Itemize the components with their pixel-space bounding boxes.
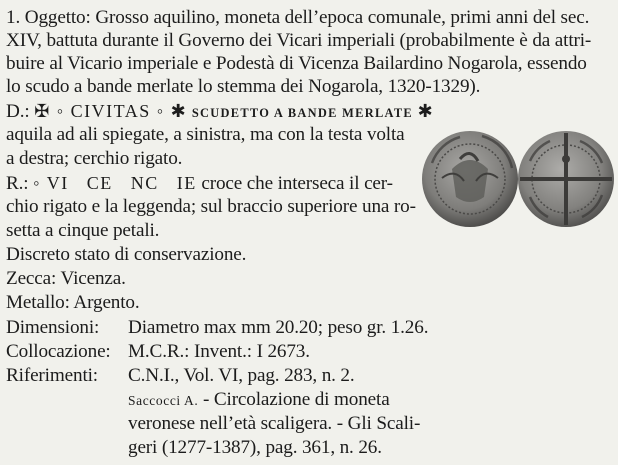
- obverse-coin-image: [422, 131, 518, 227]
- reverse-legend: ◦ VI CE NC IE: [33, 173, 197, 193]
- reverse-label: R.:: [6, 173, 29, 194]
- detail-label: Riferimenti:: [6, 365, 98, 386]
- reverse-text: croce che interseca il cer-: [196, 173, 393, 194]
- intro-line-4: lo scudo a bande merlate lo stemma dei Nogarola, 1320-1329).: [6, 76, 481, 97]
- condition-line: Discreto stato di conservazione.: [6, 244, 247, 265]
- obverse-line-2: a destra; cerchio rigato.: [6, 148, 183, 169]
- reference-2-line-3: geri (1277-1387), pag. 361, n. 26.: [128, 437, 382, 458]
- coin-photograph: [420, 123, 616, 235]
- detail-row-location: [6, 341, 310, 363]
- obverse-label: D.:: [6, 101, 30, 122]
- detail-label: Collocazione:: [6, 341, 111, 362]
- reverse-heading: [6, 172, 393, 195]
- detail-row-dimensions: [6, 317, 428, 339]
- intro-line-2: XIV, battuta durante il Governo dei Vicari imperiali (probabilmente è da attri-: [6, 30, 592, 51]
- reverse-coin-image: [518, 131, 614, 227]
- intro-line-1: 1. Oggetto: Grosso aquilino, moneta dell’epoca comunale, primi anni del sec.: [6, 7, 590, 28]
- detail-row-references: [6, 365, 355, 387]
- obverse-heading: [6, 100, 434, 124]
- reference-2-line-1: [128, 389, 390, 412]
- reference-2-line-2: veronese nell’età scaligera. - Gli Scali-: [128, 413, 421, 434]
- detail-value: M.C.R.: Invent.: I 2673.: [128, 341, 310, 362]
- obverse-legend: ✠ ◦ CIVITAS ◦ ✱: [34, 101, 188, 121]
- obverse-line-1: aquila ad ali spiegate, a sinistra, ma con la testa volta: [6, 124, 405, 145]
- reference-2-text: - Circolazione di moneta: [198, 389, 390, 410]
- obverse-legend-note: SCUDETTO A BANDE MERLATE: [191, 106, 413, 120]
- reverse-line-1: chio rigato e la leggenda; sul braccio superiore una ro-: [6, 196, 416, 217]
- detail-value: Diametro max mm 20.20; peso gr. 1.26.: [128, 317, 429, 338]
- reference-2-author: Saccocci A.: [128, 393, 199, 408]
- metal-line: Metallo: Argento.: [6, 292, 140, 313]
- detail-value: C.N.I., Vol. VI, pag. 283, n. 2.: [128, 365, 355, 386]
- intro-line-3: buire al Vicario imperiale e Podestà di Vicenza Bailardino Nogarola, essendo: [6, 53, 587, 74]
- reverse-line-2: setta a cinque petali.: [6, 220, 160, 241]
- mint-line: Zecca: Vicenza.: [6, 268, 126, 289]
- obverse-legend-end: ✱: [417, 101, 435, 121]
- detail-label: Dimensioni:: [6, 317, 100, 338]
